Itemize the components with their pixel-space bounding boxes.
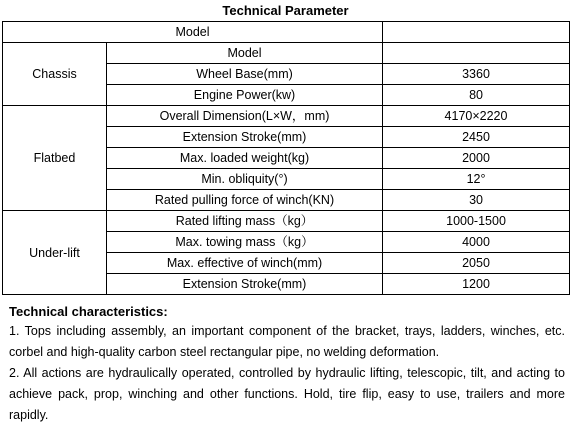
- technical-parameter-table: [2, 21, 570, 295]
- param-name: Extension Stroke(mm): [107, 127, 383, 148]
- param-value: 1200: [383, 274, 570, 295]
- param-value: 2000: [383, 148, 570, 169]
- param-value: 12°: [383, 169, 570, 190]
- param-name: Max. towing mass（kg）: [107, 232, 383, 253]
- characteristic-item: 2. All actions are hydraulically operated, controlled by hydraulic lifting, telescopic, tilt, and acting to achieve pack, prop, winching and other functions. Hold, tire flip, easy to use, trailers and more rapidly.: [9, 366, 565, 422]
- technical-characteristics: [9, 302, 565, 426]
- param-name: Max. loaded weight(kg): [107, 148, 383, 169]
- param-value: 80: [383, 85, 570, 106]
- table-row: [3, 211, 570, 232]
- param-name: Model: [107, 43, 383, 64]
- characteristic-item: 1. Tops including assembly, an important component of the bracket, trays, ladders, winches, etc. corbel and high-quality carbon steel rectangular pipe, no welding deformation.: [9, 324, 565, 359]
- group-label-flatbed: Flatbed: [3, 106, 107, 211]
- param-name: Engine Power(kw): [107, 85, 383, 106]
- param-name: Max. effective of winch(mm): [107, 253, 383, 274]
- param-name: Rated lifting mass（kg）: [107, 211, 383, 232]
- param-value: 4000: [383, 232, 570, 253]
- param-value: 3360: [383, 64, 570, 85]
- param-value: 30: [383, 190, 570, 211]
- header-model-label: Model: [3, 22, 383, 43]
- param-value: 2450: [383, 127, 570, 148]
- table-header-row: [3, 22, 570, 43]
- param-name: Extension Stroke(mm): [107, 274, 383, 295]
- param-value: 2050: [383, 253, 570, 274]
- header-model-value: [383, 22, 570, 43]
- characteristics-heading: Technical characteristics:: [9, 304, 168, 319]
- param-name: Min. obliquity(°): [107, 169, 383, 190]
- param-value: [383, 43, 570, 64]
- page-title: Technical Parameter: [222, 3, 349, 18]
- table-row: [3, 106, 570, 127]
- param-name: Rated pulling force of winch(KN): [107, 190, 383, 211]
- table-row: [3, 43, 570, 64]
- param-value: 4170×2220: [383, 106, 570, 127]
- param-name: Overall Dimension(L×W，mm): [107, 106, 383, 127]
- param-name: Wheel Base(mm): [107, 64, 383, 85]
- group-label-chassis: Chassis: [3, 43, 107, 106]
- group-label-under-lift: Under-lift: [3, 211, 107, 295]
- param-value: 1000-1500: [383, 211, 570, 232]
